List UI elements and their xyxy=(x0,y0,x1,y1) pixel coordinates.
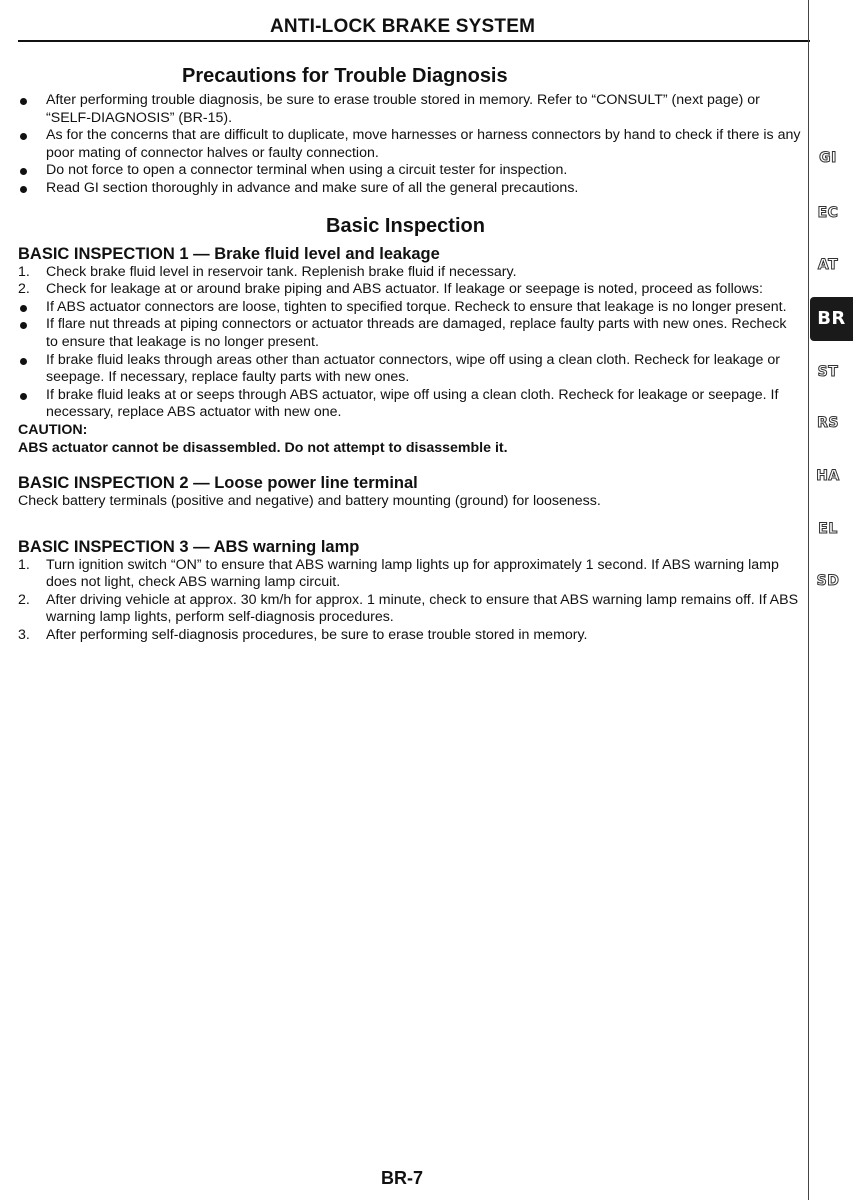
side-tab-el[interactable]: EL xyxy=(818,521,838,537)
inspection-2-text: Check battery terminals (positive and negative) and battery mounting (ground) for looseness. xyxy=(18,493,601,510)
caution-label: CAUTION: xyxy=(18,421,88,438)
bullet-icon xyxy=(20,133,27,140)
bullet-icon xyxy=(20,168,27,175)
side-tab-ha[interactable]: HA xyxy=(816,468,840,484)
caution-text: ABS actuator cannot be disassembled. Do not attempt to disassemble it. xyxy=(18,439,508,456)
precaution-item: Read GI section thoroughly in advance and make sure of all the general precautions. xyxy=(18,180,802,198)
inspection-1-bullet: If brake fluid leaks at or seeps through ABS actuator, wipe off using a clean cloth. Recheck for leakage or seepage. If necessary, replace ABS actuator with new one. xyxy=(18,387,802,422)
inspection-2-heading: BASIC INSPECTION 2 — Loose power line terminal xyxy=(18,474,418,493)
bullet-icon xyxy=(20,393,27,400)
side-tab-ec[interactable]: EC xyxy=(817,205,839,221)
precautions-list xyxy=(18,92,802,198)
inspection-3-heading: BASIC INSPECTION 3 — ABS warning lamp xyxy=(18,537,360,556)
bullet-icon xyxy=(20,98,27,105)
inspection-1-bullet: If flare nut threads at piping connectors or actuator threads are damaged, replace faulty parts with new ones. Recheck to ensure that leakage is no longer present. xyxy=(18,316,802,351)
side-divider xyxy=(808,0,809,1200)
inspection-3-step: 1. Turn ignition switch “ON” to ensure that ABS warning lamp lights up for approximately 1 second. If ABS warning lamp does not light, check ABS warning lamp circuit. xyxy=(18,556,779,591)
side-tab-st[interactable]: ST xyxy=(817,364,839,380)
inspection-1-step: 1. Check brake fluid level in reservoir tank. Replenish brake fluid if necessary. xyxy=(18,263,517,280)
header-divider xyxy=(18,40,810,42)
main-content xyxy=(18,64,802,645)
inspection-1-heading: BASIC INSPECTION 1 — Brake fluid level and leakage xyxy=(18,244,440,263)
inspection-3-step: 3. After performing self-diagnosis procedures, be sure to erase trouble stored in memory. xyxy=(18,627,588,644)
precaution-item: After performing trouble diagnosis, be sure to erase trouble stored in memory. Refer to “CONSULT” (next page) or “SELF-DIAGNOSIS” (BR-15). xyxy=(18,92,802,127)
side-tab-rs[interactable]: RS xyxy=(817,415,839,431)
precaution-item: Do not force to open a connector terminal when using a circuit tester for inspection. xyxy=(18,162,802,180)
inspection-1-step: 2. Check for leakage at or around brake piping and ABS actuator. If leakage or seepage is noted, proceed as follows: xyxy=(18,281,763,298)
precaution-item: As for the concerns that are difficult to duplicate, move harnesses or harness connectors by hand to check if there is any poor mating of connector halves or faulty connection. xyxy=(18,127,802,162)
basic-inspection-title: Basic Inspection xyxy=(326,214,485,237)
inspection-1-bullet: If ABS actuator connectors are loose, tighten to specified torque. Recheck to ensure that leakage is no longer present. xyxy=(18,299,802,317)
inspection-3-step: 2. After driving vehicle at approx. 30 km/h for approx. 1 minute, check to ensure that ABS warning lamp remains off. If ABS warning lamp lights, perform self-diagnosis procedures. xyxy=(18,591,799,626)
bullet-icon xyxy=(20,186,27,193)
bullet-icon xyxy=(20,322,27,329)
page-header-title: ANTI-LOCK BRAKE SYSTEM xyxy=(270,16,536,37)
bullet-icon xyxy=(20,305,27,312)
side-tab-sd[interactable]: SD xyxy=(816,573,840,589)
side-tab-gi[interactable]: GI xyxy=(819,150,837,166)
side-tab-br-active[interactable]: BR xyxy=(810,297,853,341)
inspection-1-bullet: If brake fluid leaks through areas other than actuator connectors, wipe off using a clean cloth. Recheck for leakage or seepage. If necessary, replace faulty parts with new ones. xyxy=(18,352,802,387)
bullet-icon xyxy=(20,358,27,365)
side-tab-at[interactable]: AT xyxy=(817,257,839,273)
precautions-title: Precautions for Trouble Diagnosis xyxy=(182,65,508,87)
page-number: BR-7 xyxy=(381,1168,424,1188)
